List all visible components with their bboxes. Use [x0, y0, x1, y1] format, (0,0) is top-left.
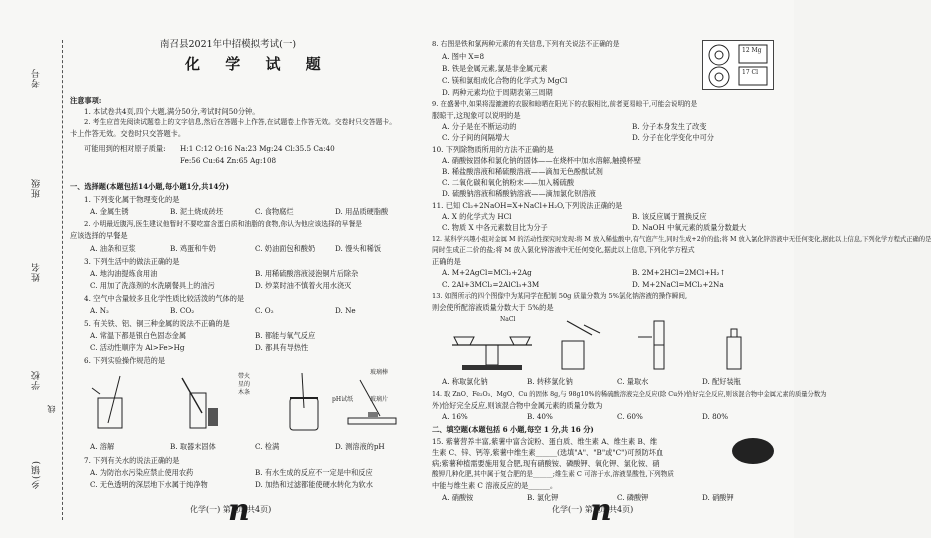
- q15-option-d: D. 硝酸钾: [702, 493, 734, 502]
- q8-option-b: B. 铁是金属元素,氯是非金属元素: [442, 64, 548, 73]
- section1-title: 一、选择题(本题包括14小题,每小题1分,共14分): [70, 182, 230, 191]
- q3-stem: 3. 下列生活中的做法正确的是: [84, 257, 180, 266]
- q7-option-b: B. 有水生成的反应不一定是中和反应: [255, 468, 373, 477]
- q11-option-b: B. 该反应属于置换反应: [632, 212, 707, 221]
- notice-item-2b: 卡上作答无效。交卷时只交答题卡。: [70, 129, 186, 138]
- q6-b-figure: [182, 378, 218, 428]
- q8-mg-label: 12 Mg: [742, 47, 762, 54]
- q6-option-c: C. 检满: [255, 442, 280, 451]
- q1-stem: 1. 下列变化属于物理变化的是: [84, 195, 180, 204]
- q3-option-d: D. 炒菜时油不慎着火用水浇灭: [255, 281, 352, 290]
- binding-margin: [0, 0, 60, 538]
- q15-option-c: C. 磷酸钾: [617, 493, 649, 502]
- q11-option-c: C. 物质 X 中各元素数目比为分子: [442, 223, 548, 232]
- q11-option-d: D. NaOH 中氧元素的质量分数最大: [632, 223, 747, 232]
- q10-option-c: C. 二氧化碳和氧化钠粉末——加入稀硫酸: [442, 178, 575, 187]
- seal-line-label: 线: [47, 404, 56, 413]
- school-label: 学校: [32, 370, 42, 390]
- q13-stem: 13. 如图所示的四个图像中为某同学在配制 50g 质量分数为 5%氯化钠溶液的操作瞬间,: [432, 292, 688, 300]
- q12-option-a: A. M+2AgCl=MCl₂+2Ag: [442, 268, 532, 277]
- q1-option-b: B. 泥土烧成砖坯: [170, 207, 223, 216]
- q3-option-b: B. 用稀硫酸溶液浸泡铜片后除杂: [255, 269, 359, 278]
- q7-stem: 7. 下列有关水的说法正确的是: [84, 456, 180, 465]
- q7-option-d: D. 加热和过滤都能使硬水转化为软水: [255, 480, 373, 489]
- q2-option-a: A. 油条和豆浆: [90, 244, 136, 253]
- atomic-masses-1: H:1 C:12 O:16 Na:23 Mg:24 Cl:35.5 Ca:40: [180, 144, 335, 153]
- q1-option-d: D. 用品质硬脂酸: [335, 207, 389, 216]
- q10-option-d: D. 硫酸钠溶液和稀酸钠溶液——滴加氯化钡溶液: [442, 189, 596, 198]
- q5-stem: 5. 有关铁、铝、铜三种金属的说法不正确的是: [84, 319, 230, 328]
- q8-option-d: D. 两种元素均位于周期表第三周期: [442, 88, 553, 97]
- q8-cl-label: 17 Cl: [742, 69, 759, 76]
- q15-option-b: B. 氯化钾: [527, 493, 559, 502]
- atomic-intro: 可能用到的相对原子质量:: [84, 144, 166, 153]
- q15-stem-3: 病;紫薯种植需要施用复合肥,现有硝酸铵、磷酸钾、氧化钾、氯化铵、硝: [432, 459, 660, 468]
- notice-item-2: 2. 考生应首先阅读试题卷上的文字信息,然后在答题卡上作答,在试题卷上作答无效。交卷时只交答题卡。: [84, 118, 397, 126]
- q4-option-d: D. Ne: [335, 306, 356, 315]
- q13-nacl-label: NaCl: [500, 316, 516, 323]
- q13-a-balance: [452, 337, 532, 370]
- q6-a-figure: [92, 376, 122, 428]
- q13-stem-cont: 则会使所配溶液质量分数大于 5%的是: [432, 303, 554, 312]
- q13-illustrations: [442, 315, 772, 373]
- exam-title: 南召县2021年中招模拟考试(一): [160, 39, 297, 50]
- q9-stem: 9. 在盛暑中,如果将湿漉漉的衣服和晾晒在阳光下的衣服相比,前者更易晾干,可能会说明的是: [432, 100, 698, 108]
- q9-option-c: C. 分子间的间隔增大: [442, 133, 510, 142]
- page-left: [70, 0, 410, 538]
- q13-option-d: D. 配好装瓶: [702, 377, 741, 386]
- footer-left: 化学(一) 第1页(共4页): [190, 505, 272, 514]
- q15-option-a: A. 硝酸铵: [442, 493, 474, 502]
- q5-option-a: A. 常温下都是银白色固态金属: [90, 331, 187, 340]
- q6-c-figure: [290, 373, 318, 430]
- q13-b-transfer: [562, 321, 600, 369]
- q10-option-a: A. 硝酸铵固体和氯化钠的固体——在烧杯中加水溶解,触摸杯壁: [442, 156, 641, 165]
- q11-stem: 11. 已知 Cl₂+2NaOH=X+NaCl+H₂O,下列说法正确的是: [432, 201, 623, 210]
- q9-option-b: B. 分子本身发生了改变: [632, 122, 707, 131]
- q6-label-3: 木条: [238, 389, 251, 396]
- subject-title: 化 学 试 题: [185, 55, 331, 73]
- q8-option-a: A. 图中 X=8: [442, 52, 485, 61]
- name-label: 姓名: [32, 262, 42, 282]
- q14-option-c: C. 60%: [617, 412, 643, 421]
- q6-label-1: 带火: [238, 373, 251, 380]
- q8-option-c: C. 镁和氯组成化合物的化学式为 MgCl: [442, 76, 568, 85]
- q6-label-2: 星的: [238, 381, 251, 388]
- q15-stem: 15. 紫薯营养丰富,紫薯中富含淀粉、蛋白质、维生素 A、维生素 B、维: [432, 437, 658, 446]
- q9-stem-cont: 服晾干,这现象可以说明的是: [432, 111, 521, 120]
- q7-option-a: A. 为防治水污染应禁止使用农药: [90, 468, 194, 477]
- watermark-n-right: n: [590, 493, 612, 528]
- q15-stem-5: 中能与维生素 C 溶液反应的是______。: [432, 481, 558, 490]
- q2-option-b: B. 鸡蛋和牛奶: [170, 244, 216, 253]
- q10-option-b: B. 稀盐酸溶液和稀硫酸溶液——滴加无色酚酞试剂: [442, 167, 603, 176]
- q12-option-d: D. M+2NaCl=MCl₂+2Na: [632, 280, 724, 289]
- q6-label-6: 玻璃片: [370, 396, 389, 403]
- section2-title: 二、填空题(本题包括 6 小题,每空 1 分,共 16 分): [432, 425, 594, 434]
- purple-potato-photo: [732, 438, 774, 464]
- q6-option-d: D. 测溶液的pH: [335, 442, 385, 451]
- q11-option-a: A. X 的化学式为 HCl: [442, 212, 512, 221]
- q3-option-a: A. 地沟油提炼食用油: [90, 269, 158, 278]
- q2-stem: 2. 小明最近腹泻,医生建议他暂时不要吃富含蛋白质和油脂的食物,你认为他应该选择的早餐是: [84, 220, 363, 228]
- q5-option-d: D. 都具有导热性: [255, 343, 309, 352]
- q13-c-cylinder: [638, 321, 664, 369]
- q7-option-c: C. 无色透明的深层地下水属于纯净物: [90, 480, 208, 489]
- q13-option-a: A. 称取氯化钠: [442, 377, 488, 386]
- q6-stem: 6. 下列实验操作规范的是: [84, 356, 166, 365]
- q12-option-b: B. 2M+2HCl=2MCl+H₂↑: [632, 268, 726, 277]
- q14-stem: 14. 取 ZnO、Fe₂O₃、MgO、Cu 的固体 8g,与 98g10%的稀硫酸溶液完全反应(除 Cu外)恰好完全反应,则该混合物中金属元素的质量分数为: [432, 391, 827, 398]
- q9-option-a: A. 分子是在不断运动的: [442, 122, 517, 131]
- exam-number-label: 考号: [32, 68, 42, 88]
- watermark-n-left: n: [228, 493, 250, 528]
- q4-option-b: B. CO₂: [170, 306, 195, 315]
- q13-option-c: C. 量取水: [617, 377, 649, 386]
- q6-label-5: pH试纸: [332, 396, 354, 403]
- q9-option-d: D. 分子在化学变化中可分: [632, 133, 714, 142]
- atomic-masses-2: Fe:56 Cu:64 Zn:65 Ag:108: [180, 156, 277, 165]
- q6-option-a: A. 溶解: [90, 442, 115, 451]
- class-label: 班级: [32, 178, 42, 198]
- q15-stem-2: 生素 C、锌、钙等,紫薯中维生素______(选填"A"、"B"或"C")可预防坏血: [432, 448, 664, 457]
- q4-stem: 4. 空气中含量较多且化学性质比较活泼的气体的是: [84, 294, 245, 303]
- q14-option-d: D. 80%: [702, 412, 729, 421]
- q14-stem-cont: 外)恰好完全反应,则该混合物中金属元素的质量分数为: [432, 401, 603, 410]
- q14-option-b: B. 40%: [527, 412, 553, 421]
- q13-d-bottle: [727, 329, 741, 369]
- footer-right: 化学(一) 第2页(共4页): [552, 505, 634, 514]
- q14-option-a: A. 16%: [442, 412, 468, 421]
- seal-dash-line: [62, 40, 63, 520]
- q15-stem-4: 酸钾几种化肥,其中属于复合肥的是______;维生素 C 可溶于水,溶液显酸性,下列物质: [432, 470, 674, 478]
- page-right: [432, 0, 931, 538]
- q6-option-b: B. 取器末固体: [170, 442, 216, 451]
- town-label: 乡(镇): [32, 460, 42, 490]
- q10-stem: 10. 下列除物质所用的方法不正确的是: [432, 145, 554, 154]
- q3-option-c: C. 用加了洗涤剂的水洗刷餐具上的油污: [90, 281, 215, 290]
- notice-item-1: 1. 本试卷共4页,四个大题,满分50分,考试时间50分钟。: [84, 107, 260, 116]
- q8-element-figure: [702, 40, 774, 90]
- q1-option-a: A. 金属生锈: [90, 207, 129, 216]
- q1-option-c: C. 食物腐烂: [255, 207, 294, 216]
- q13-option-b: B. 转移氯化钠: [527, 377, 573, 386]
- notice-title: 注意事项:: [70, 96, 102, 105]
- q5-option-b: B. 都能与氧气反应: [255, 331, 316, 340]
- q2-option-d: D. 馒头和稀饭: [335, 244, 382, 253]
- q12-stem-cont: 同时生成正二价的盐;将 M 放入氯化锌溶液中无任何变化,据此以上信息,下列化学方程式: [432, 246, 695, 254]
- q12-option-c: C. 2Al+3MCl₂=2AlCl₃+3M: [442, 280, 540, 289]
- q2-stem-cont: 应该选择的早餐是: [70, 231, 128, 240]
- q4-option-c: C. O₂: [255, 306, 274, 315]
- q12-stem: 12. 某科学兴趣小组对金属 M 的活动性探究时发现:将 M 放入稀盐酸中,有气泡产生,同时生成+2价的盐;将 M 放入氯化锌溶液中无任何变化,据此以上信息,下列化学方程式正确的是: [432, 236, 931, 243]
- q12-stem-cont2: 正确的是: [432, 257, 461, 266]
- q5-option-c: C. 活动性顺序为 Al>Fe>Hg: [90, 343, 185, 352]
- q4-option-a: A. N₂: [90, 306, 109, 315]
- q8-stem: 8. 右图是铁和氯两种元素的有关信息,下列有关说法不正确的是: [432, 40, 620, 48]
- q2-option-c: C. 奶油面包和酸奶: [255, 244, 316, 253]
- q6-label-4: 玻璃棒: [370, 369, 389, 376]
